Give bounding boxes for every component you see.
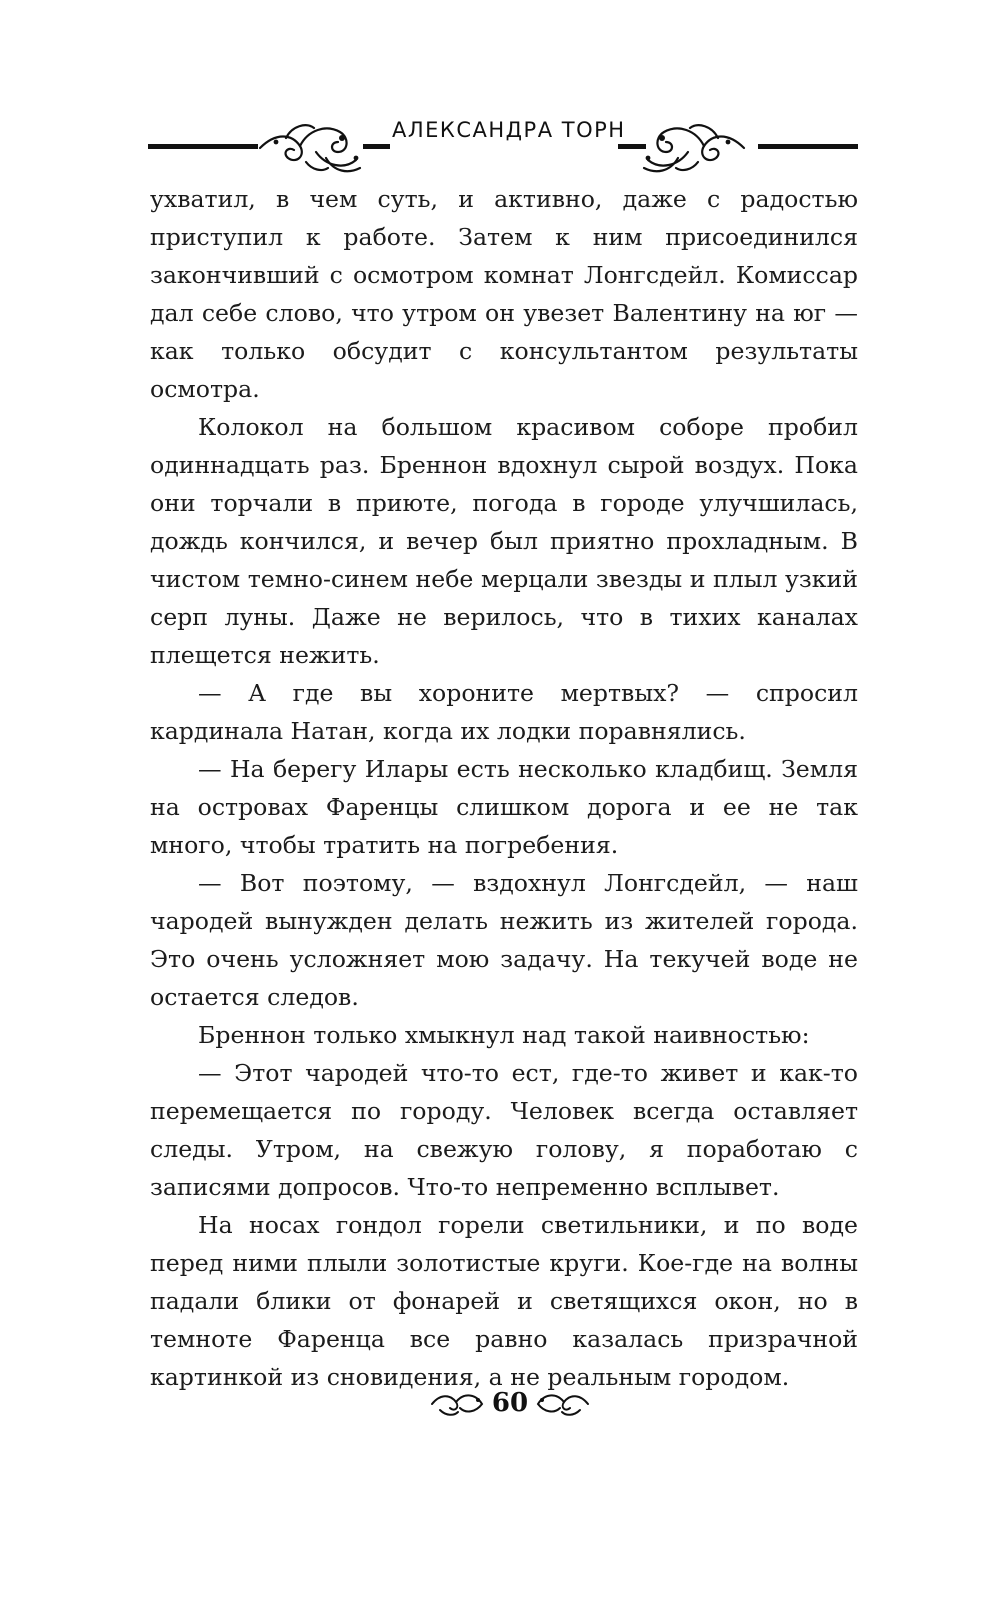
header-rule-mid-left (363, 144, 390, 149)
folio-flourish-left-icon (430, 1390, 486, 1418)
running-head-author: АЛЕКСАНДРА ТОРН (392, 118, 626, 142)
folio-flourish-right-icon (534, 1390, 590, 1418)
paragraph: На носах гондол горели светильники, и по воде перед ними плыли золотистые круги. Кое-где на волны падали блики от фонарей и светящихся окон, но в темноте Фаренца все равно казалась призрачной картинкой из сновидения, а не реальным городом. (150, 1211, 858, 1391)
page-number: 60 (491, 1388, 529, 1418)
paragraph: ухватил, в чем суть, и активно, даже с радостью приступил к работе. Затем к ним присоединился закончивший с осмотром комнат Лонгсдейл. Комиссар дал себе слово, что утром он увезет Валентину на юг — как только обсудит с консультантом результаты осмотра. (150, 185, 858, 403)
header-rule-right (758, 144, 858, 149)
page-folio (430, 1384, 590, 1424)
paragraph: — А где вы хороните мертвых? — спросил кардинала Натан, когда их лодки поравнялись. (150, 679, 858, 745)
paragraph: Бреннон только хмыкнул над такой наивностью: (198, 1021, 810, 1049)
paragraph: — На берегу Илары есть несколько кладбищ. Земля на островах Фаренцы слишком дорога и ее не так много, чтобы тратить на погребения. (150, 755, 858, 859)
paragraph: — Этот чародей что-то ест, где-то живет и как-то перемещается по городу. Человек всегда оставляет следы. Утром, на свежую голову, я поработаю с записями допросов. Что-то непременно всплывет. (150, 1059, 858, 1201)
flourish-right-icon (638, 112, 748, 182)
paragraph: — Вот поэтому, — вздохнул Лонгсдейл, — наш чародей вынужден делать нежить из жителей города. Это очень усложняет мою задачу. На текучей воде не остается следов. (150, 869, 858, 1011)
header-rule-left (148, 144, 258, 149)
flourish-left-icon (256, 112, 366, 182)
body-text (150, 180, 858, 1396)
running-head (148, 112, 858, 182)
paragraph: Колокол на большом красивом соборе пробил одиннадцать раз. Бреннон вдохнул сырой воздух. Пока они торчали в приюте, погода в городе улучшилась, дождь кончился, и вечер был приятно прохладным. В чистом темно-синем небе мерцали звезды и плыл узкий серп луны. Даже не верилось, что в тихих каналах плещется нежить. (150, 413, 858, 669)
